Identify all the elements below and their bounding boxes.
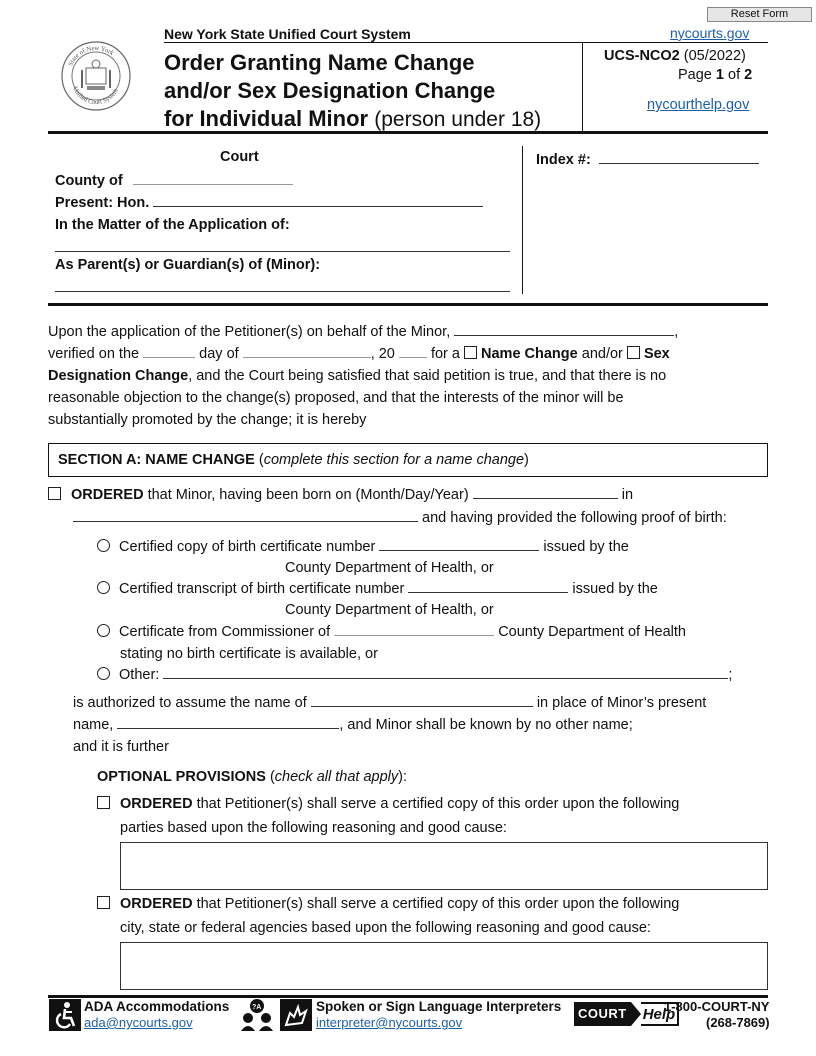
title-subtitle: (person under 18) <box>374 108 542 131</box>
serve-parties-checkbox[interactable] <box>97 796 110 809</box>
sex-designation-checkbox[interactable] <box>627 346 640 359</box>
form-id: UCS-NCO2 (05/2022) <box>604 48 746 64</box>
nycourthelp-link[interactable]: nycourthelp.gov <box>647 97 750 113</box>
new-name-field[interactable] <box>311 706 533 707</box>
certificate-number-field[interactable] <box>379 550 539 551</box>
minor-name-field[interactable] <box>454 335 674 336</box>
petitioner-field[interactable] <box>55 234 510 252</box>
matter-label: In the Matter of the Application of: <box>55 217 290 233</box>
index-label: Index #: <box>536 152 591 168</box>
birth-date-field[interactable] <box>473 498 618 499</box>
svg-text:?A: ?A <box>252 1004 262 1011</box>
proof-option-other-radio[interactable] <box>97 667 110 680</box>
phone-number: 1-800-COURT-NY <box>664 999 770 1014</box>
title-line-1: Order Granting Name Change <box>164 50 475 75</box>
commissioner-county-field[interactable] <box>334 635 494 636</box>
svg-text:State of New York: State of New York <box>67 44 115 68</box>
ada-title: ADA Accommodations <box>84 999 230 1014</box>
minor-field[interactable] <box>55 274 510 292</box>
section-a-header: SECTION A: NAME CHANGE (complete this section for a name change) <box>48 443 768 477</box>
ada-email-link[interactable]: ada@nycourts.gov <box>84 1015 193 1030</box>
accessibility-icon <box>49 999 81 1031</box>
serve-agencies-textarea[interactable] <box>120 942 768 990</box>
verified-month-field[interactable] <box>243 357 371 358</box>
interpreter-email-link[interactable]: interpreter@nycourts.gov <box>316 1015 463 1030</box>
court-help-logo: COURT Help <box>574 1002 660 1026</box>
proof-option-copy-radio[interactable] <box>97 539 110 552</box>
opt2-county-text: County Department of Health, or <box>285 602 494 618</box>
birth-place-field[interactable] <box>73 521 418 522</box>
title-line-3: for Individual Minor <box>164 106 369 131</box>
org-name: New York State Unified Court System <box>164 26 411 42</box>
intro-paragraph: Upon the application of the Petitioner(s) on behalf of the Minor, , verified on the day of , 20 for a Name Change and/or Sex Designation Change, and the Court being satisfied that said petition is true, and that there is no reasonable objection to the change(s) proposed, and that the interests of the minor will be substantially promoted by the change; it is hereby <box>48 324 679 428</box>
further-text: and it is further <box>73 739 169 755</box>
transcript-number-field[interactable] <box>408 592 568 593</box>
opt1-county-text: County Department of Health, or <box>285 560 494 576</box>
county-label: County of <box>55 173 123 189</box>
name-change-checkbox[interactable] <box>464 346 477 359</box>
court-label: Court <box>220 149 259 165</box>
phone-digits: (268-7869) <box>706 1015 770 1030</box>
ordered-name-change-checkbox[interactable] <box>48 487 61 500</box>
sign-language-icon <box>280 999 312 1031</box>
parent-label: As Parent(s) or Guardian(s) of (Minor): <box>55 257 321 273</box>
reset-form-button[interactable]: Reset Form <box>707 7 812 22</box>
form-title <box>164 49 541 134</box>
proof-option-transcript-radio[interactable] <box>97 581 110 594</box>
index-field[interactable] <box>599 163 759 164</box>
judge-label: Present: Hon. <box>55 195 150 211</box>
interpreter-title: Spoken or Sign Language Interpreters <box>316 999 562 1014</box>
county-field[interactable] <box>133 184 293 185</box>
verified-year-field[interactable] <box>399 357 427 358</box>
interpreter-icon <box>240 998 276 1032</box>
verified-day-field[interactable] <box>143 357 195 358</box>
present-name-field[interactable] <box>117 728 339 729</box>
optional-provisions-title: OPTIONAL PROVISIONS <box>97 769 266 785</box>
title-line-2: and/or Sex Designation Change <box>164 78 496 103</box>
opt3-text: stating no birth certificate is available, or <box>120 646 378 662</box>
court-seal <box>60 40 132 112</box>
serve1-text: parties based upon the following reasoning and good cause: <box>120 820 507 836</box>
svg-text:Unified Court System: Unified Court System <box>71 85 120 107</box>
proof-option-commissioner-radio[interactable] <box>97 624 110 637</box>
other-proof-field[interactable] <box>163 678 728 679</box>
judge-field[interactable] <box>153 206 483 207</box>
nycourts-link[interactable]: nycourts.gov <box>670 25 750 41</box>
serve-parties-textarea[interactable] <box>120 842 768 890</box>
page-number: Page 1 of 2 <box>678 67 753 83</box>
serve-agencies-checkbox[interactable] <box>97 896 110 909</box>
serve2-text: city, state or federal agencies based upon the following reasoning and good cause: <box>120 920 651 936</box>
